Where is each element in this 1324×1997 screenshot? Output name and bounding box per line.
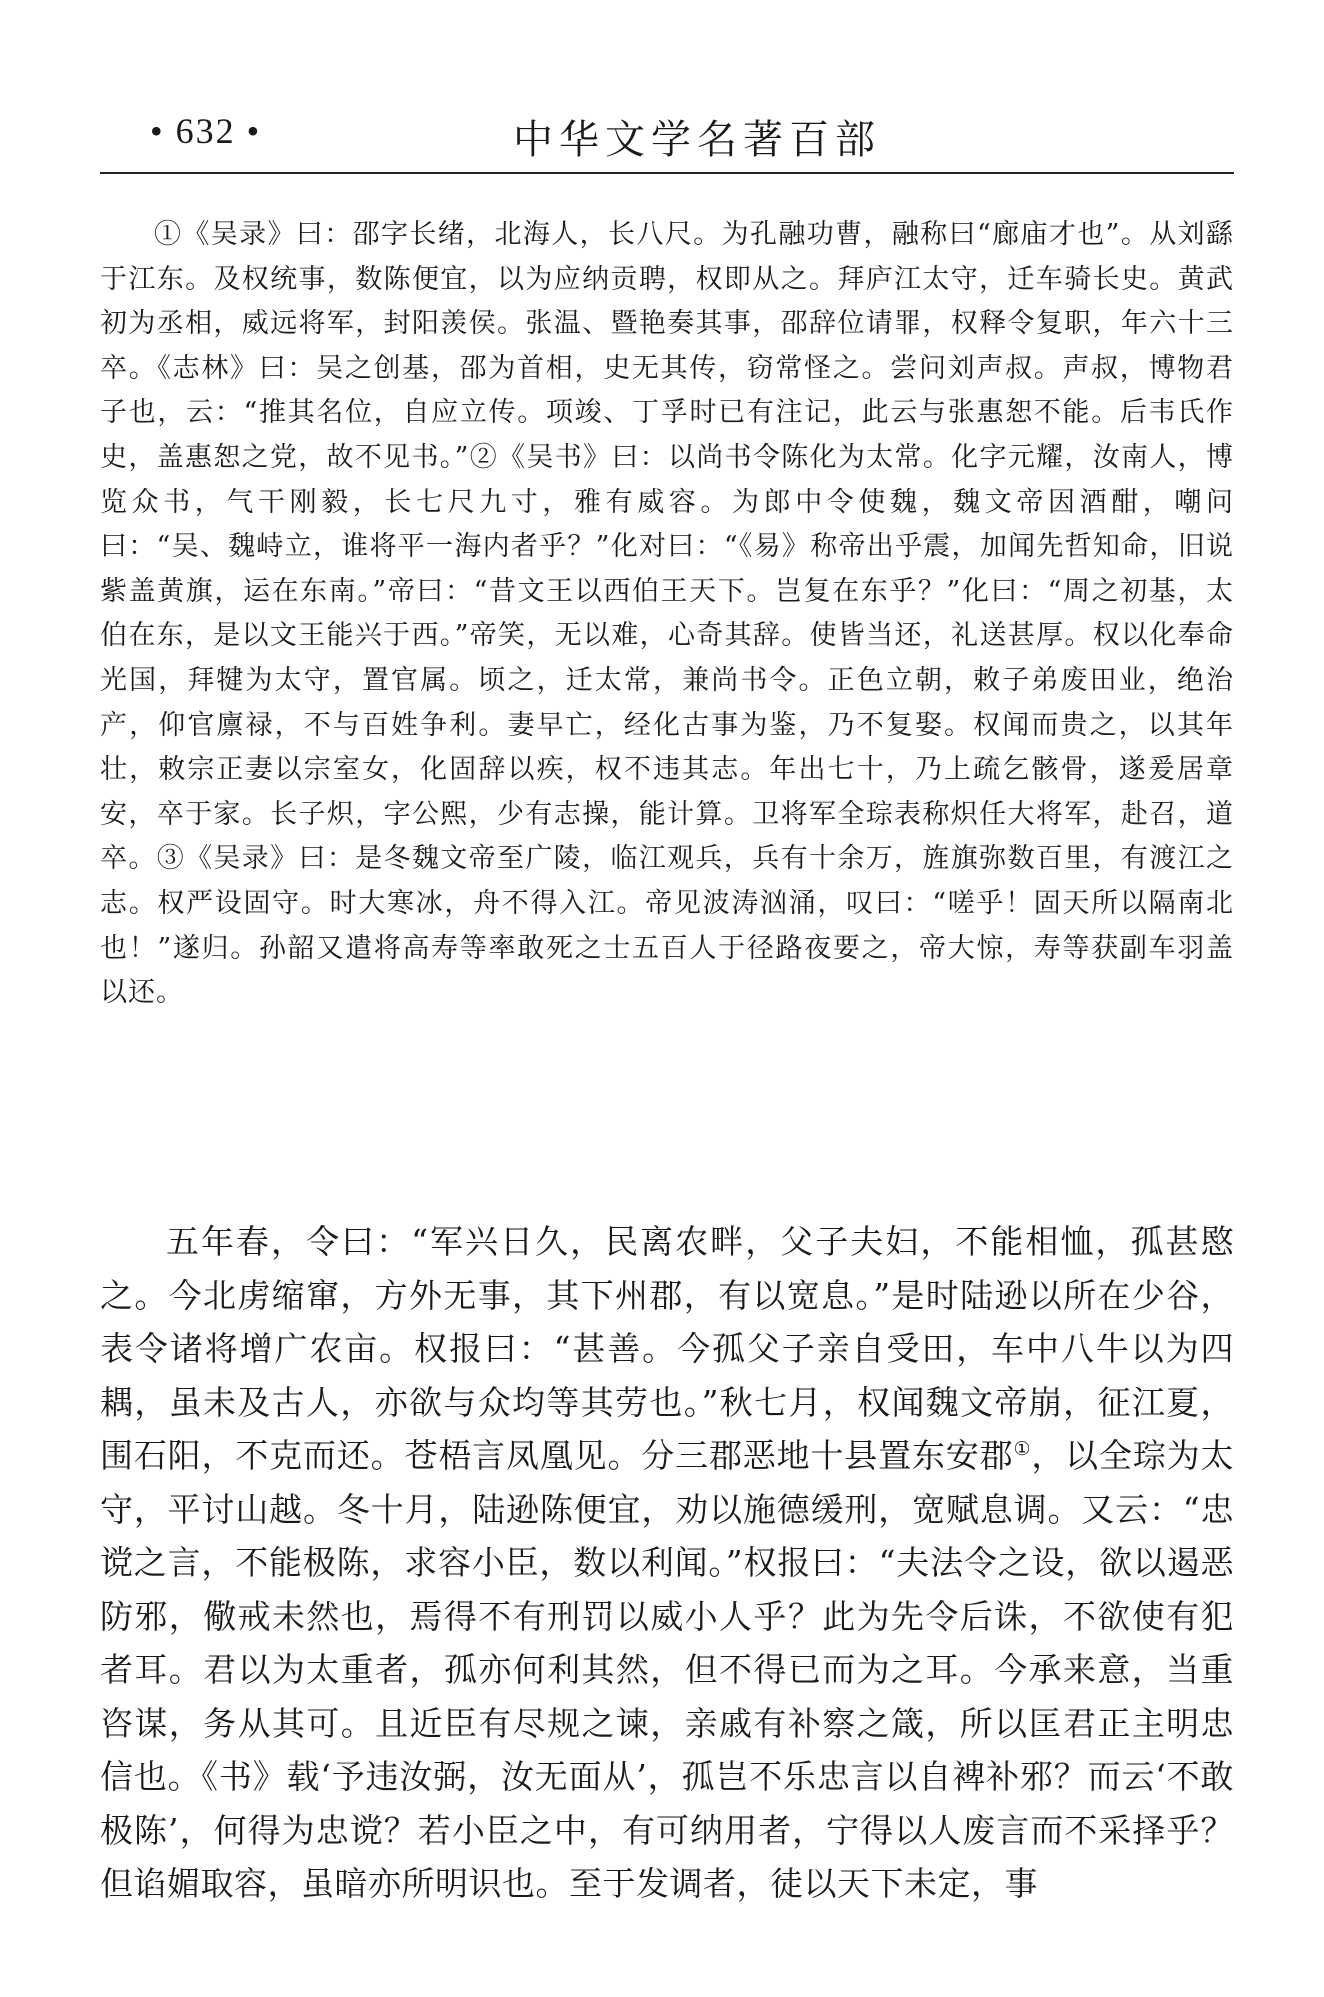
main-text-part-2: ，以全琮为太守，平讨山越。冬十月，陆逊陈便宜，劝以施德缓刑，宽赋息调。又云：“忠谠之言，不能极陈，求容小臣，数以利闻。”权报曰：“夫法令之设，欲以遏恶防邪，儆戒未然也，焉得不有刑罚以威小人乎？此为先令后诛，不欲使有犯者耳。君以为太重者，孤亦何利其然，但不得已而为之耳。今承来意，当重咨谋，务从其可。且近臣有尽规之谏，亲戚有补察之箴，所以匡君正主明忠信也。《书》载‘予违汝弼，汝无面从’，孤岂不乐忠言以自裨补邪？而云‘不敢极陈’，何得为忠谠？若小臣之中，有可纳用者，宁得以人废言而不采择乎？但谄媚取容，虽暗亦所明识也。至于发调者，徒以天下未定，事 [100,1436,1235,1903]
page-number: • 632 • [150,111,262,151]
header-rule [100,172,1234,174]
book-title: 中华文学名著百部 [513,117,881,163]
annotation-notes: ①《吴录》曰：邵字长绪，北海人，长八尺。为孔融功曹，融称曰“廊庙才也”。从刘繇于江东。及权统事，数陈便宜，以为应纳贡聘，权即从之。拜庐江太守，迁车骑长史。黄武初为丞相，威远将军，封阳羡侯。张温、暨艳奏其事，邵辞位请罪，权释令复职，年六十三卒。《志林》曰：吴之创基，邵为首相，史无其传，窃常怪之。尝问刘声叔。声叔，博物君子也，云：“推其名位，自应立传。项竣、丁孚时已有注记，此云与张惠恕不能。后韦氏作史，盖惠恕之党，故不见书。”②《吴书》曰：以尚书令陈化为太常。化字元耀，汝南人，博览众书，气干刚毅，长七尺九寸，雅有威容。为郎中令使魏，魏文帝因酒酣，嘲问曰：“吴、魏峙立，谁将平一海内者乎？”化对曰：“《易》称帝出乎震，加闻先哲知命，旧说紫盖黄旗，运在东南。”帝曰：“昔文王以西伯王天下。岂复在东乎？”化曰：“周之初基，太伯在东，是以文王能兴于西。”帝笑，无以难，心奇其辞。使皆当还，礼送甚厚。权以化奉命光国，拜犍为太守，置官属。顷之，迁太常，兼尚书令。正色立朝，敕子弟废田业，绝治产，仰官廪禄，不与百姓争利。妻早亡，经化古事为鉴，乃不复娶。权闻而贵之，以其年壮，敕宗正妻以宗室女，化固辞以疾，权不违其志。年出七十，乃上疏乞骸骨，遂爰居章安，卒于家。长子炽，字公熙，少有志操，能计算。卫将军全琮表称炽任大将军，赴召，道卒。③《吴录》曰：是冬魏文帝至广陵，临江观兵，兵有十余万，旌旗弥数百里，有渡江之志。权严设固守。时大寒冰，舟不得入江。帝见波涛汹涌，叹曰：“嗟乎！固天所以隔南北也！”遂归。孙韶又遣将高寿等率敢死之士五百人于径路夜要之，帝大惊，寿等获副车羽盖以还。 [100,219,1234,1009]
main-text [100,1215,1234,1911]
footnote-marker: ① [1013,1438,1032,1460]
page-header [100,100,1234,170]
main-text-part-1: 五年春，令曰：“军兴日久，民离农畔，父子夫妇，不能相恤，孤甚愍之。今北虏缩窜，方外无事，其下州郡，有以宽息。”是时陆逊以所在少谷，表令诸将增广农亩。权报曰：“甚善。今孤父子亲自受田，车中八牛以为四耦，虽未及古人，亦欲与众均等其劳也。”秋七月，权闻魏文帝崩，征江夏，围石阳，不克而还。苍梧言凤凰见。分三郡恶地十县置东安郡 [100,1222,1234,1475]
